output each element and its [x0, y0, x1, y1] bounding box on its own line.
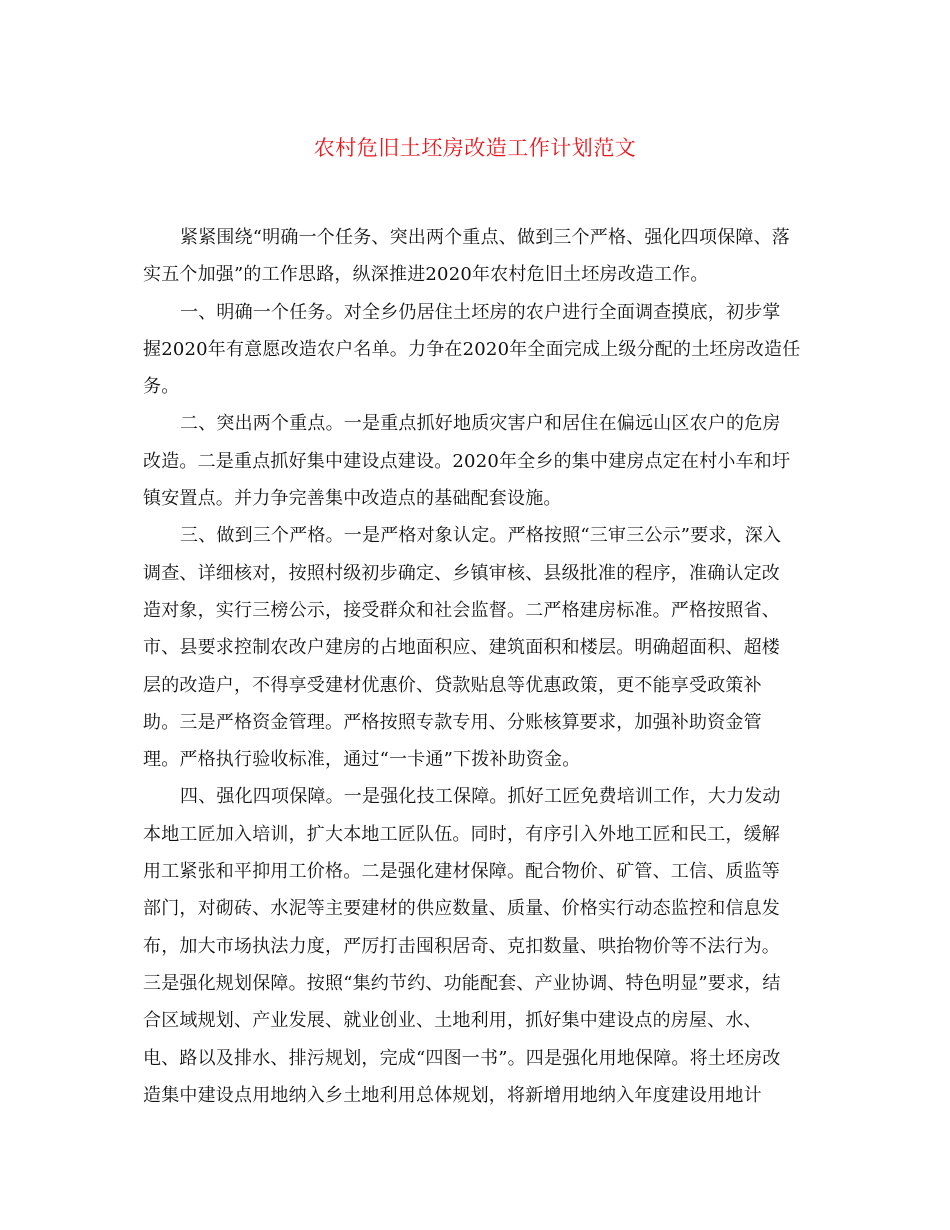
- text-line: 层的改造户，不得享受建材优惠价、贷款贴息等优惠政策，更不能享受政策补: [143, 674, 762, 696]
- text-line: 调查、详细核对，按照村级初步确定、乡镇审核、县级批准的程序，准确认定改: [143, 562, 780, 584]
- text-line: 助。三是严格资金管理。严格按照专款专用、分账核算要求，加强补助资金管: [143, 711, 762, 733]
- text-line: 实五个加强”的工作思路，纵深推进2020年农村危旧土坯房改造工作。: [143, 264, 709, 286]
- text-line: 造对象，实行三榜公示，接受群众和社会监督。二严格建房标准。严格按照省、: [143, 599, 780, 621]
- text-line: 二、突出两个重点。一是重点抓好地质灾害户和居住在偏远山区农户的危房: [180, 413, 781, 435]
- text-line: 理。严格执行验收标准，通过“一卡通”下拨补助资金。: [143, 749, 581, 771]
- text-line: 三、做到三个严格。一是严格对象认定。严格按照“三审三公示”要求，深入: [180, 525, 782, 547]
- page-title: 农村危旧土坯房改造工作计划范文: [313, 136, 637, 160]
- text-line: 市、县要求控制农改户建房的占地面积应、建筑面积和楼层。明确超面积、超楼: [143, 637, 780, 659]
- text-line: 部门，对砌砖、水泥等主要建材的供应数量、质量、价格实行动态监控和信息发: [143, 898, 780, 920]
- text-line: 电、路以及排水、排污规划，完成“四图一书”。四是强化用地保障。将土坯房改: [143, 1047, 781, 1069]
- text-line: 一、明确一个任务。对全乡仍居住土坯房的农户进行全面调查摸底，初步掌: [180, 301, 781, 323]
- text-line: 镇安置点。并力争完善集中改造点的基础配套设施。: [143, 488, 562, 510]
- text-line: 紧紧围绕“明确一个任务、突出两个重点、做到三个严格、强化四项保障、落: [180, 227, 790, 248]
- text-line: 改造。二是重点抓好集中建设点建设。2020年全乡的集中建房点定在村小车和圩: [143, 450, 791, 472]
- text-line: 造集中建设点用地纳入乡土地利用总体规划，将新增用地纳入年度建设用地计: [143, 1084, 762, 1106]
- text-line: 四、强化四项保障。一是强化技工保障。抓好工匠免费培训工作，大力发动: [180, 786, 781, 808]
- text-line: 务。: [143, 376, 180, 398]
- text-line: 本地工匠加入培训，扩大本地工匠队伍。同时，有序引入外地工匠和民工，缓解: [143, 823, 780, 845]
- document-body: [143, 219, 813, 1114]
- text-line: 三是强化规划保障。按照“集约节约、功能配套、产业协调、特色明显”要求，结: [143, 972, 781, 994]
- text-line: 布，加大市场执法力度，严厉打击囤积居奇、克扣数量、哄抬物价等不法行为。: [143, 935, 780, 957]
- text-line: 握2020年有意愿改造农户名单。力争在2020年全面完成上级分配的土坯房改造任: [143, 338, 801, 360]
- text-line: 合区域规划、产业发展、就业创业、土地利用，抓好集中建设点的房屋、水、: [143, 1010, 762, 1032]
- text-line: 用工紧张和平抑用工价格。二是强化建材保障。配合物价、矿管、工信、质监等: [143, 861, 780, 883]
